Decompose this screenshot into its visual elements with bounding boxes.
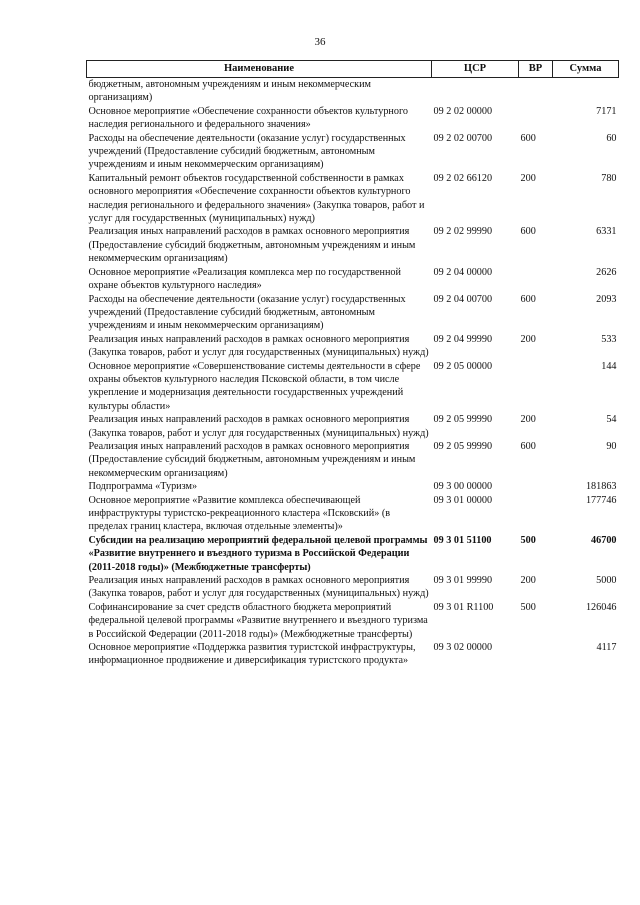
header-name: Наименование (87, 61, 432, 78)
row-name-cell: Субсидии на реализацию мероприятий федеральной целевой программы «Развитие внутреннего и въездного туризма в Российской Федерации (2011-2018 годы)» (Межбюджетные трансферты) (88, 534, 428, 573)
row-csr-cell: 09 3 00 00000 (433, 481, 493, 493)
table-row (87, 360, 619, 414)
row-vr-cell: 200 (520, 333, 536, 345)
table-row (87, 172, 619, 226)
row-vr-cell (519, 105, 553, 132)
row-csr-cell: 09 2 04 00700 (433, 293, 493, 305)
row-name-cell: Реализация иных направлений расходов в рамках основного мероприятия (Предоставление субсидий бюджетным, автономным учреждениям и иным некоммерческим организациям) (88, 440, 416, 479)
page-number: 36 (314, 36, 326, 48)
row-name-cell: Реализация иных направлений расходов в рамках основного мероприятия (Закупка товаров, работ и услуг для государственных (муниципальных) нужд) (88, 414, 429, 439)
header-csr: ЦСР (432, 61, 519, 78)
row-name-cell: Расходы на обеспечение деятельности (оказание услуг) государственных учреждений (Предоставление субсидий бюджетным, автономным учреждениям и иным некоммерческим организациям) (88, 132, 406, 171)
table-body (87, 78, 619, 668)
row-name-cell: Реализация иных направлений расходов в рамках основного мероприятия (Предоставление субсидий бюджетным, автономным учреждениям и иным некоммерческим организациям) (88, 226, 416, 265)
table-header-row (87, 61, 619, 78)
row-name-cell: Подпрограмма «Туризм» (88, 481, 198, 493)
row-sum-cell: 2626 (596, 266, 617, 278)
row-sum-cell: 4117 (596, 642, 617, 654)
row-sum-cell: 90 (606, 440, 617, 452)
row-name-cell: Реализация иных направлений расходов в рамках основного мероприятия (Закупка товаров, работ и услуг для государственных (муниципальных) нужд) (88, 333, 429, 359)
table-row (87, 601, 619, 641)
row-vr-cell: 200 (520, 414, 536, 426)
row-sum-cell: 60 (606, 132, 617, 144)
row-csr-cell: 09 2 05 99990 (433, 414, 493, 426)
table-row (87, 574, 619, 601)
row-name-cell: Основное мероприятие «Совершенствование системы деятельности в сфере охраны объектов культурного наследия Псковской области, в том числе укрепление и модернизация деятельности государственных учреждений культуры области» (88, 360, 421, 412)
row-csr-cell (432, 78, 519, 105)
table-row (87, 440, 619, 480)
table-row (87, 225, 619, 265)
row-csr-cell: 09 3 02 00000 (433, 642, 493, 654)
row-name-cell: Капитальный ремонт объектов государственной собственности в рамках основного мероприятия «Обеспечение сохранности объектов культурного наследия регионального и федерального значения» (Закупка товаров, работ и услуг для государственных (муниципальных) нужд) (88, 172, 425, 225)
header-vr: ВР (519, 61, 553, 78)
row-vr-cell (519, 494, 553, 534)
row-csr-cell: 09 3 01 99990 (433, 575, 493, 587)
row-vr-cell: 600 (520, 226, 536, 238)
row-csr-cell: 09 3 01 R1100 (433, 601, 494, 613)
row-sum-cell: 7171 (596, 105, 617, 117)
row-vr-cell: 500 (520, 534, 536, 546)
row-sum-cell: 6331 (596, 226, 617, 238)
row-sum-cell: 181863 (585, 481, 617, 493)
row-sum-cell (553, 78, 619, 105)
row-sum-cell: 144 (601, 360, 617, 372)
table-row (87, 78, 619, 105)
row-csr-cell: 09 2 04 00000 (433, 266, 493, 278)
table-row (87, 266, 619, 293)
table-row (87, 333, 619, 360)
row-sum-cell: 2093 (596, 293, 617, 305)
row-name-cell: Основное мероприятие «Поддержка развития туристской инфраструктуры, информационное продвижение и диверсификация туристского продукта» (88, 642, 416, 667)
row-vr-cell (519, 78, 553, 105)
row-name-cell: Основное мероприятие «Развитие комплекса обеспечивающей инфраструктуры туристско-рекреационного кластера «Псковский» (в пределах границ кластера, включая отдельные элементы)» (88, 494, 391, 533)
row-csr-cell: 09 2 05 00000 (433, 360, 493, 372)
table-row (87, 132, 619, 172)
header-sum: Сумма (553, 61, 619, 78)
row-csr-cell: 09 2 02 00700 (433, 132, 493, 144)
row-csr-cell: 09 3 01 51100 (433, 534, 492, 546)
row-vr-cell: 600 (520, 132, 536, 144)
table-row (87, 641, 619, 668)
table-row (87, 534, 619, 574)
row-vr-cell (519, 360, 553, 414)
row-name-cell: Реализация иных направлений расходов в рамках основного мероприятия (Закупка товаров, работ и услуг для государственных (муниципальных) нужд) (88, 575, 429, 600)
row-name-cell: бюджетным, автономным учреждениям и иным некоммерческим организациям) (88, 79, 371, 104)
table-row (87, 494, 619, 534)
row-csr-cell: 09 2 02 99990 (433, 226, 493, 238)
table-row (87, 480, 619, 493)
row-sum-cell: 46700 (591, 534, 617, 546)
row-sum-cell: 54 (606, 414, 617, 426)
row-sum-cell: 5000 (596, 575, 617, 587)
row-sum-cell: 177746 (585, 494, 617, 506)
row-vr-cell (519, 480, 553, 493)
row-vr-cell (519, 641, 553, 668)
row-vr-cell: 600 (520, 440, 536, 452)
row-vr-cell: 200 (520, 575, 536, 587)
table-row (87, 105, 619, 132)
row-vr-cell: 500 (520, 601, 536, 613)
row-vr-cell (519, 266, 553, 293)
row-name-cell: Основное мероприятие «Реализация комплекса мер по государственной охране объектов культурного наследия» (88, 266, 401, 292)
row-vr-cell: 200 (520, 172, 536, 184)
row-name-cell: Основное мероприятие «Обеспечение сохранности объектов культурного наследия регионального и федерального значения» (88, 105, 408, 131)
row-csr-cell: 09 2 02 66120 (433, 172, 493, 184)
table-row (87, 293, 619, 333)
row-csr-cell: 09 2 02 00000 (433, 105, 493, 117)
row-sum-cell: 126046 (585, 601, 617, 613)
row-csr-cell: 09 3 01 00000 (433, 494, 493, 506)
table-row (87, 413, 619, 440)
row-name-cell: Софинансирование за счет средств областного бюджета мероприятий федеральной целевой программы «Развитие внутреннего и въездного туризма в Российской Федерации (2011-2018 годы)» (Межбюджетные трансферты) (88, 601, 428, 640)
row-sum-cell: 780 (601, 172, 617, 184)
row-csr-cell: 09 2 04 99990 (433, 333, 493, 345)
row-csr-cell: 09 2 05 99990 (433, 440, 493, 452)
row-name-cell: Расходы на обеспечение деятельности (оказание услуг) государственных учреждений (Предоставление субсидий бюджетным, автономным учреждениям и иным некоммерческим организациям) (88, 293, 406, 332)
budget-table (86, 60, 619, 668)
row-vr-cell: 600 (520, 293, 536, 305)
row-sum-cell: 533 (601, 333, 617, 345)
